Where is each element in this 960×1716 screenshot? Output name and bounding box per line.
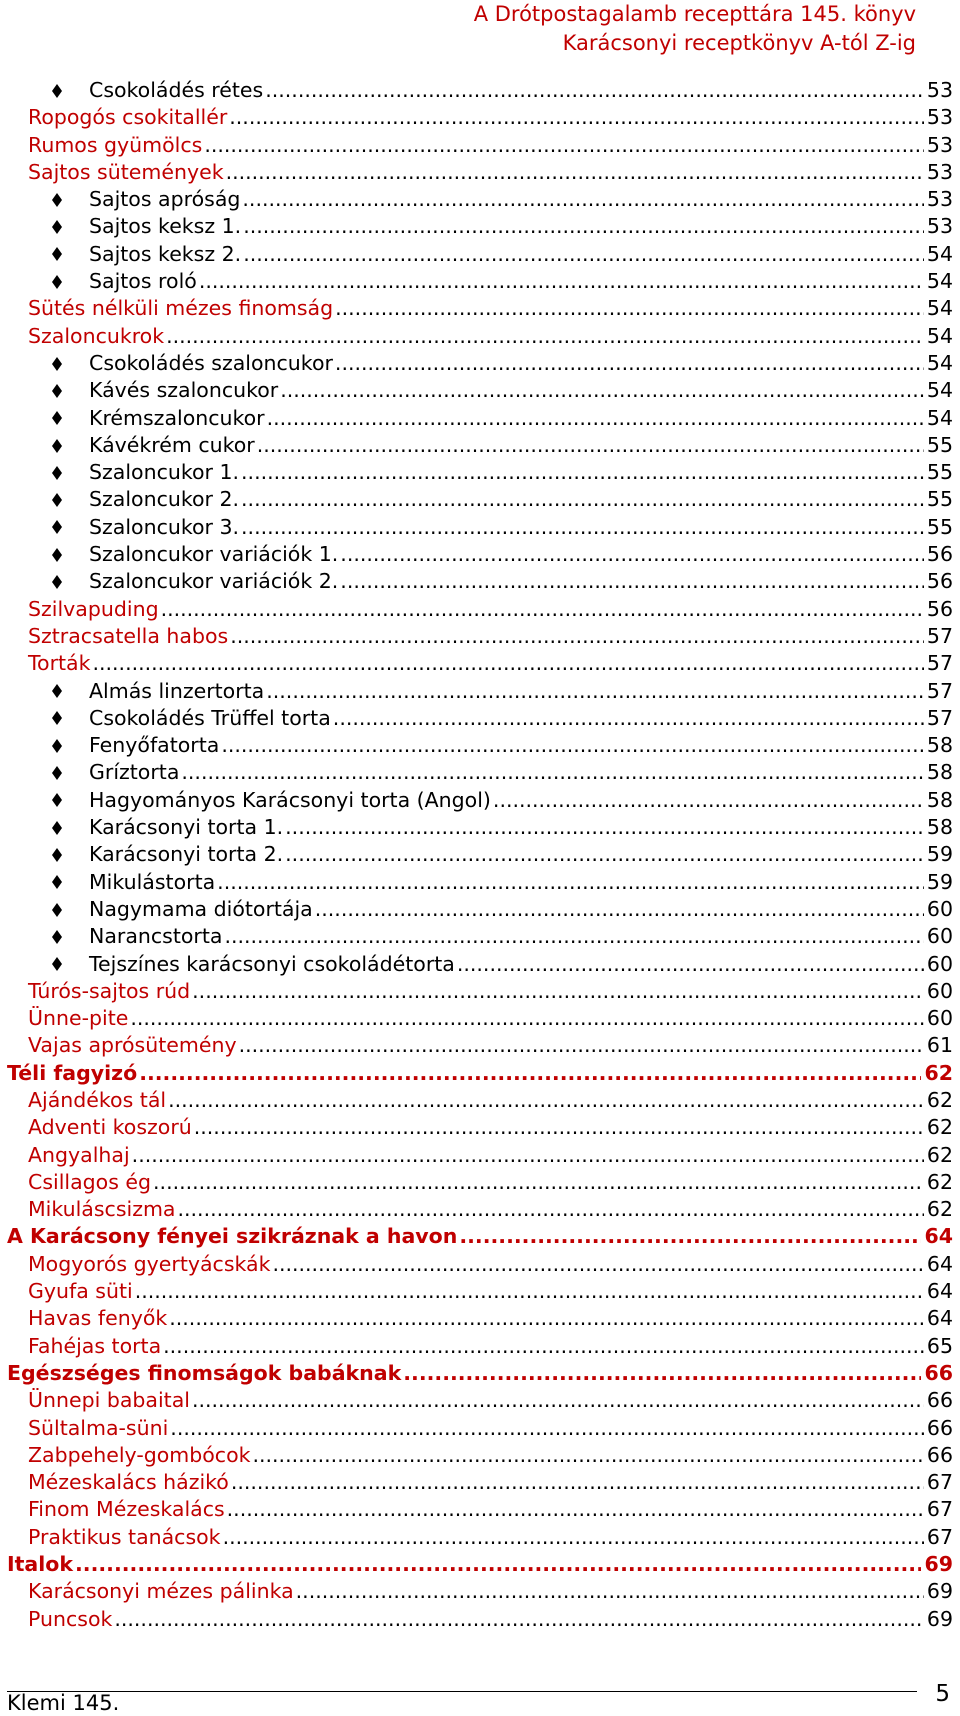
toc-entry-title: Hagyományos Karácsonyi torta (Angol) <box>89 787 491 812</box>
dot-leader <box>204 132 924 159</box>
toc-entry-page: 62 <box>926 1169 953 1194</box>
toc-entry[interactable] <box>7 1551 953 1578</box>
toc-entry-page: 62 <box>924 1060 953 1085</box>
dot-leader <box>280 377 924 404</box>
toc-entry-page: 55 <box>926 460 953 485</box>
dot-leader <box>243 213 924 240</box>
toc-entry[interactable] <box>7 923 953 950</box>
toc-entry-page: 69 <box>926 1579 953 1604</box>
toc-entry-title: Vajas aprósütemény <box>28 1033 237 1058</box>
toc-entry-page: 60 <box>926 1006 953 1031</box>
dot-leader <box>199 268 924 295</box>
header-book-title: A Drótpostagalamb recepttára 145. könyv <box>473 2 916 26</box>
toc-entry-page: 57 <box>926 623 953 648</box>
toc-entry-page: 66 <box>926 1388 953 1413</box>
toc-entry-page: 58 <box>926 787 953 812</box>
toc-entry-title: Sajtos roló <box>89 269 197 294</box>
dot-leader <box>459 1223 921 1250</box>
diamond-bullet-icon <box>52 732 62 759</box>
dot-leader <box>335 295 924 322</box>
toc-entry-title: Karácsonyi mézes pálinka <box>28 1579 294 1604</box>
toc-entry-title: Szaloncukor 3. <box>89 514 240 539</box>
toc-entry-title: Sajtos keksz 2. <box>89 241 242 266</box>
toc-entry-page: 61 <box>926 1033 953 1058</box>
diamond-bullet-icon <box>52 77 62 104</box>
dot-leader <box>230 623 924 650</box>
toc-entry[interactable] <box>7 132 953 159</box>
toc-entry-page: 60 <box>926 896 953 921</box>
toc-entry[interactable] <box>7 650 953 677</box>
diamond-bullet-icon <box>52 923 62 950</box>
diamond-bullet-icon <box>52 268 62 295</box>
diamond-bullet-icon <box>52 432 62 459</box>
toc-entry-title: Almás linzertorta <box>89 678 265 703</box>
diamond-bullet-icon <box>52 787 62 814</box>
diamond-bullet-icon <box>52 841 62 868</box>
dot-leader <box>181 759 924 786</box>
toc-entry-page: 54 <box>926 405 953 430</box>
toc-entry[interactable] <box>7 705 953 732</box>
toc-entry[interactable] <box>7 814 953 841</box>
toc-entry-title: Zabpehely-gombócok <box>28 1442 251 1467</box>
toc-entry[interactable] <box>7 295 953 322</box>
dot-leader <box>272 1251 923 1278</box>
toc-entry-title: Ajándékos tál <box>28 1087 167 1112</box>
diamond-bullet-icon <box>52 869 62 896</box>
toc-entry[interactable] <box>7 1251 953 1278</box>
toc-entry[interactable] <box>7 1223 953 1250</box>
toc-entry[interactable] <box>7 486 953 513</box>
toc-entry[interactable] <box>7 568 953 595</box>
toc-entry-page: 67 <box>926 1470 953 1495</box>
dot-leader <box>340 568 924 595</box>
toc-entry-page: 54 <box>926 350 953 375</box>
dot-leader <box>239 1032 924 1059</box>
diamond-bullet-icon <box>52 459 62 486</box>
dot-leader <box>457 951 924 978</box>
dot-leader <box>168 1087 924 1114</box>
dot-leader <box>296 1578 924 1605</box>
toc-entry-title: Krémszaloncukor <box>89 405 265 430</box>
dot-leader <box>285 841 924 868</box>
toc-entry-title: Fenyőfatorta <box>89 733 220 758</box>
diamond-bullet-icon <box>52 486 62 513</box>
toc-entry-title: Sajtos keksz 1. <box>89 214 242 239</box>
toc-entry-title: Tejszínes karácsonyi csokoládétorta <box>89 951 455 976</box>
diamond-bullet-icon <box>52 405 62 432</box>
diamond-bullet-icon <box>52 514 62 541</box>
dot-leader <box>340 541 924 568</box>
toc-entry-page: 55 <box>926 432 953 457</box>
toc-entry-page: 54 <box>926 269 953 294</box>
toc-entry[interactable] <box>7 1469 953 1496</box>
toc-entry[interactable] <box>7 1415 953 1442</box>
dot-leader <box>315 896 924 923</box>
dot-leader <box>224 923 923 950</box>
toc-entry-title: Túrós-sajtos rúd <box>28 978 191 1003</box>
dot-leader <box>135 1278 924 1305</box>
toc-entry[interactable] <box>7 732 953 759</box>
toc-entry-title: Mikuláscsizma <box>28 1197 176 1222</box>
dot-leader <box>241 459 924 486</box>
dot-leader <box>335 350 924 377</box>
dot-leader <box>403 1360 921 1387</box>
toc-entry-page: 67 <box>926 1497 953 1522</box>
toc-entry[interactable] <box>7 323 953 350</box>
diamond-bullet-icon <box>52 678 62 705</box>
toc-entry[interactable] <box>7 978 953 1005</box>
toc-entry-title: Adventi koszorú <box>28 1115 192 1140</box>
toc-entry-page: 57 <box>926 678 953 703</box>
toc-entry[interactable] <box>7 377 953 404</box>
toc-entry-title: Finom Mézeskalács <box>28 1497 225 1522</box>
toc-entry[interactable] <box>7 350 953 377</box>
toc-entry[interactable] <box>7 1032 953 1059</box>
toc-entry[interactable] <box>7 1005 953 1032</box>
dot-leader <box>227 1496 924 1523</box>
dot-leader <box>192 978 924 1005</box>
dot-leader <box>285 814 924 841</box>
toc-entry-page: 64 <box>926 1251 953 1276</box>
toc-entry-page: 62 <box>926 1142 953 1167</box>
toc-entry[interactable] <box>7 541 953 568</box>
toc-entry-title: Gyufa süti <box>28 1279 133 1304</box>
toc-entry-page: 60 <box>926 978 953 1003</box>
footer-page-number: 5 <box>935 1681 950 1707</box>
dot-leader <box>241 486 924 513</box>
toc-entry-title: Szilvapuding <box>28 596 159 621</box>
diamond-bullet-icon <box>52 759 62 786</box>
toc-entry[interactable] <box>7 268 953 295</box>
toc-entry-title: Mézeskalács házikó <box>28 1470 229 1495</box>
dot-leader <box>75 1551 921 1578</box>
toc-entry-title: Szaloncukor variációk 1. <box>89 542 339 567</box>
diamond-bullet-icon <box>52 951 62 978</box>
toc-entry-title: Csokoládés rétes <box>89 78 264 102</box>
dot-leader <box>493 787 924 814</box>
toc-entry-page: 54 <box>926 241 953 266</box>
toc-entry-page: 66 <box>924 1360 953 1385</box>
toc-entry[interactable] <box>7 1606 953 1633</box>
dot-leader <box>132 1142 924 1169</box>
dot-leader <box>114 1606 924 1633</box>
toc-entry-title: Mogyorós gyertyácskák <box>28 1251 271 1276</box>
dot-leader <box>161 596 924 623</box>
toc-entry[interactable] <box>7 623 953 650</box>
toc-entry-page: 53 <box>926 159 953 184</box>
dot-leader <box>130 1005 924 1032</box>
dot-leader <box>333 705 924 732</box>
dot-leader <box>241 514 924 541</box>
toc-entry-title: Ünne-pite <box>28 1006 129 1031</box>
toc-entry-title: Puncsok <box>28 1606 113 1631</box>
toc-entry-title: Karácsonyi torta 2. <box>89 842 284 867</box>
dot-leader <box>92 650 923 677</box>
toc-entry[interactable] <box>7 514 953 541</box>
toc-entry-title: Karácsonyi torta 1. <box>89 815 284 840</box>
dot-leader <box>242 186 924 213</box>
toc-entry-title: Italok <box>7 1552 74 1577</box>
toc-entry[interactable] <box>7 1578 953 1605</box>
toc-entry[interactable] <box>7 186 953 213</box>
toc-entry[interactable] <box>7 951 953 978</box>
toc-entry-page: 55 <box>926 514 953 539</box>
toc-entry-page: 59 <box>926 869 953 894</box>
toc-entry-title: Csokoládés Trüffel torta <box>89 705 331 730</box>
toc-entry[interactable] <box>7 1142 953 1169</box>
toc-entry-page: 66 <box>926 1442 953 1467</box>
toc-entry-title: Ropogós csokitallér <box>28 105 228 130</box>
toc-entry[interactable] <box>7 213 953 240</box>
toc-entry-page: 64 <box>926 1306 953 1331</box>
toc-entry-title: Csokoládés szaloncukor <box>89 350 333 375</box>
toc-entry-page: 58 <box>926 760 953 785</box>
toc-entry-page: 53 <box>926 187 953 212</box>
dot-leader <box>192 1387 924 1414</box>
toc-entry[interactable] <box>7 1333 953 1360</box>
toc-entry-title: Mikulástorta <box>89 869 216 894</box>
dot-leader <box>252 1442 923 1469</box>
toc-entry-title: Kávés szaloncukor <box>89 378 279 403</box>
toc-entry-page: 53 <box>926 105 953 130</box>
toc-entry[interactable] <box>7 759 953 786</box>
dot-leader <box>229 104 924 131</box>
dot-leader <box>139 1060 921 1087</box>
dot-leader <box>267 405 924 432</box>
toc-entry-title: Havas fenyők <box>28 1306 168 1331</box>
dot-leader <box>194 1114 924 1141</box>
dot-leader <box>169 1305 924 1332</box>
toc-entry-page: 60 <box>926 924 953 949</box>
toc-entry-title: Egészséges finomságok babáknak <box>7 1360 402 1385</box>
toc-entry-title: Kávékrém cukor <box>89 432 255 457</box>
toc-entry-page: 64 <box>924 1224 953 1249</box>
running-header <box>474 0 916 58</box>
toc-entry-title: Szaloncukor variációk 2. <box>89 569 339 594</box>
toc-entry[interactable] <box>7 1305 953 1332</box>
diamond-bullet-icon <box>52 541 62 568</box>
diamond-bullet-icon <box>52 705 62 732</box>
toc-entry[interactable] <box>7 1169 953 1196</box>
toc-entry-title: A Karácsony fényei szikráznak a havon <box>7 1224 458 1249</box>
toc-entry-title: Szaloncukrok <box>28 323 165 348</box>
toc-entry-page: 62 <box>926 1087 953 1112</box>
toc-entry-page: 69 <box>926 1606 953 1631</box>
toc-entry-title: Angyalhaj <box>28 1142 130 1167</box>
dot-leader <box>166 323 924 350</box>
toc-entry-page: 54 <box>926 378 953 403</box>
toc-entry-title: Sajtos sütemények <box>28 159 224 184</box>
toc-entry-page: 54 <box>926 296 953 321</box>
toc-entry[interactable] <box>7 841 953 868</box>
dot-leader <box>257 432 924 459</box>
toc-entry[interactable] <box>7 1114 953 1141</box>
diamond-bullet-icon <box>52 568 62 595</box>
toc-entry[interactable] <box>7 1496 953 1523</box>
dot-leader <box>231 1469 924 1496</box>
toc-entry-page: 65 <box>926 1333 953 1358</box>
footer-author: Klemi 145. <box>7 1691 120 1715</box>
diamond-bullet-icon <box>52 241 62 268</box>
toc-entry-title: Nagymama diótortája <box>89 896 313 921</box>
dot-leader <box>265 77 924 104</box>
toc-entry-page: 56 <box>926 596 953 621</box>
toc-entry-page: 59 <box>926 842 953 867</box>
toc-entry[interactable] <box>7 1196 953 1223</box>
table-of-contents <box>7 77 953 1633</box>
toc-entry-title: Sajtos apróság <box>89 187 241 212</box>
dot-leader <box>153 1169 924 1196</box>
toc-entry-page: 60 <box>926 951 953 976</box>
toc-entry[interactable] <box>7 241 953 268</box>
toc-entry-title: Gríztorta <box>89 760 180 785</box>
toc-entry[interactable] <box>7 896 953 923</box>
toc-entry[interactable] <box>7 459 953 486</box>
toc-entry[interactable] <box>7 869 953 896</box>
toc-entry[interactable] <box>7 596 953 623</box>
dot-leader <box>226 159 924 186</box>
toc-entry-title: Szaloncukor 1. <box>89 460 240 485</box>
toc-entry[interactable] <box>7 1442 953 1469</box>
toc-entry-title: Fahéjas torta <box>28 1333 162 1358</box>
toc-entry-title: Narancstorta <box>89 924 223 949</box>
dot-leader <box>163 1333 924 1360</box>
toc-entry-page: 66 <box>926 1415 953 1440</box>
diamond-bullet-icon <box>52 186 62 213</box>
toc-entry-page: 62 <box>926 1115 953 1140</box>
toc-entry-title: Ünnepi babaital <box>28 1388 190 1413</box>
toc-entry-page: 53 <box>926 214 953 239</box>
diamond-bullet-icon <box>52 377 62 404</box>
toc-entry-page: 58 <box>926 815 953 840</box>
dot-leader <box>217 869 924 896</box>
footer-divider <box>7 1691 917 1692</box>
dot-leader <box>178 1196 924 1223</box>
toc-entry[interactable] <box>7 1087 953 1114</box>
toc-entry-page: 64 <box>926 1279 953 1304</box>
dot-leader <box>223 1524 924 1551</box>
toc-entry[interactable] <box>7 405 953 432</box>
toc-entry[interactable] <box>7 787 953 814</box>
toc-entry-title: Rumos gyümölcs <box>28 132 203 157</box>
toc-entry-title: Téli fagyizó <box>7 1060 138 1085</box>
toc-entry[interactable] <box>7 432 953 459</box>
toc-entry-title: Sztracsatella habos <box>28 623 229 648</box>
toc-entry-title: Sültalma-süni <box>28 1415 169 1440</box>
toc-entry-page: 53 <box>926 132 953 157</box>
toc-entry[interactable] <box>7 159 953 186</box>
dot-leader <box>170 1415 924 1442</box>
toc-entry-title: Sütés nélküli mézes finomság <box>28 296 334 321</box>
toc-entry-title: Csillagos ég <box>28 1169 152 1194</box>
toc-entry-page: 56 <box>926 569 953 594</box>
toc-entry-page: 56 <box>926 542 953 567</box>
toc-entry-page: 53 <box>926 78 953 102</box>
toc-entry-title: Praktikus tanácsok <box>28 1524 221 1549</box>
toc-entry-page: 62 <box>926 1197 953 1222</box>
toc-entry[interactable] <box>7 678 953 705</box>
dot-leader <box>266 678 924 705</box>
dot-leader <box>221 732 924 759</box>
toc-entry-page: 58 <box>926 733 953 758</box>
toc-entry[interactable] <box>7 77 953 104</box>
diamond-bullet-icon <box>52 814 62 841</box>
toc-entry-page: 54 <box>926 323 953 348</box>
toc-entry-page: 69 <box>924 1552 953 1577</box>
toc-entry[interactable] <box>7 104 953 131</box>
toc-entry[interactable] <box>7 1387 953 1414</box>
toc-entry[interactable] <box>7 1060 953 1087</box>
diamond-bullet-icon <box>52 213 62 240</box>
diamond-bullet-icon <box>52 896 62 923</box>
toc-entry[interactable] <box>7 1524 953 1551</box>
toc-entry[interactable] <box>7 1360 953 1387</box>
toc-entry-page: 55 <box>926 487 953 512</box>
toc-entry[interactable] <box>7 1278 953 1305</box>
toc-entry-page: 57 <box>926 651 953 676</box>
toc-entry-title: Szaloncukor 2. <box>89 487 240 512</box>
diamond-bullet-icon <box>52 350 62 377</box>
toc-entry-page: 67 <box>926 1524 953 1549</box>
header-book-subtitle: Karácsonyi receptkönyv A-tól Z-ig <box>562 31 916 55</box>
toc-entry-page: 57 <box>926 705 953 730</box>
dot-leader <box>243 241 924 268</box>
toc-entry-title: Torták <box>28 651 91 676</box>
